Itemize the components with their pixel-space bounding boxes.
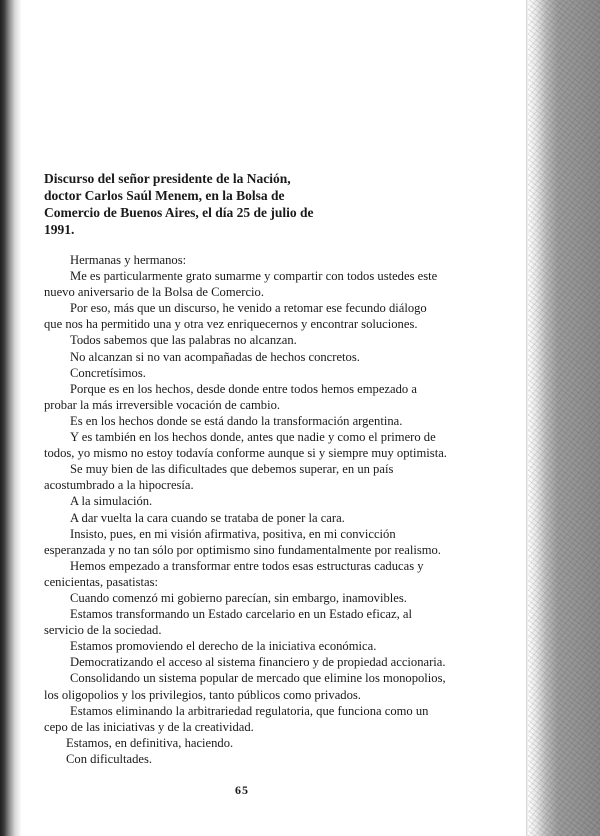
body-line: cepo de las iniciativas y de la creatividad. bbox=[44, 719, 254, 734]
body-line: que nos ha permitido una y otra vez enriquecernos y encontrar soluciones. bbox=[44, 317, 418, 332]
title-line: 1991. bbox=[44, 222, 75, 237]
body-line: A la simulación. bbox=[70, 494, 153, 509]
body-line: Democratizando el acceso al sistema financiero y de propiedad accionaria. bbox=[70, 655, 446, 670]
body-line: Porque es en los hechos, desde donde entre todos hemos empezado a bbox=[70, 381, 417, 396]
body-line: nuevo aniversario de la Bolsa de Comercio. bbox=[44, 285, 264, 300]
body-line: Se muy bien de las dificultades que debemos superar, en un país bbox=[70, 462, 394, 477]
body-line: A dar vuelta la cara cuando se trataba de poner la cara. bbox=[70, 510, 345, 525]
body-line: probar la más irreversible vocación de cambio. bbox=[44, 397, 281, 412]
page-number: 65 bbox=[235, 783, 249, 797]
body-line: Estamos eliminando la arbitrariedad regulatoria, que funciona como un bbox=[70, 703, 429, 718]
title-line: Discurso del señor presidente de la Nación, bbox=[44, 171, 291, 186]
title-line: Comercio de Buenos Aires, el día 25 de julio de bbox=[44, 205, 314, 220]
body-line: Cuando comenzó mi gobierno parecían, sin embargo, inamovibles. bbox=[70, 590, 407, 605]
body-line: servicio de la sociedad. bbox=[44, 623, 162, 638]
body-line: Por eso, más que un discurso, he venido a retomar ese fecundo diálogo bbox=[70, 301, 427, 316]
speech-title bbox=[44, 170, 344, 238]
body-line: Estamos promoviendo el derecho de la iniciativa económica. bbox=[70, 639, 377, 654]
body-line: No alcanzan si no van acompañadas de hechos concretos. bbox=[70, 349, 360, 364]
body-line: Consolidando un sistema popular de mercado que elimine los monopolios, bbox=[70, 671, 446, 686]
body-line: Hermanas y hermanos: bbox=[70, 253, 187, 267]
body-line: Estamos transformando un Estado carcelario en un Estado eficaz, al bbox=[70, 607, 412, 622]
body-line: Es en los hechos donde se está dando la transformación argentina. bbox=[70, 413, 403, 428]
body-line: los oligopolios y los privilegios, tanto públicos como privados. bbox=[44, 687, 361, 702]
title-line: doctor Carlos Saúl Menem, en la Bolsa de bbox=[44, 188, 285, 203]
body-line: Con dificultades. bbox=[66, 751, 153, 766]
body-line: acostumbrado a la hipocresía. bbox=[44, 478, 194, 493]
body-line: Concretísimos. bbox=[70, 365, 146, 380]
body-line: cenicientas, pasatistas: bbox=[44, 574, 159, 589]
body-line: Me es particularmente grato sumarme y compartir con todos ustedes este bbox=[70, 269, 438, 284]
body-line: todos, yo mismo no estoy todavía conforme aunque si y siempre muy optimista. bbox=[44, 446, 447, 461]
body-line: Insisto, pues, en mi visión afirmativa, positiva, en mi convicción bbox=[70, 526, 396, 541]
body-line: esperanzada y no tan sólo por optimismo sino fundamentalmente por realismo. bbox=[44, 542, 441, 557]
body-line: Estamos, en definitiva, haciendo. bbox=[66, 735, 234, 750]
body-line: Y es también en los hechos donde, antes que nadie y como el primero de bbox=[70, 430, 436, 445]
body-line: Todos sabemos que las palabras no alcanzan. bbox=[70, 333, 297, 348]
speech-body bbox=[44, 252, 474, 767]
body-line: Hemos empezado a transformar entre todos esas estructuras caducas y bbox=[70, 558, 424, 573]
